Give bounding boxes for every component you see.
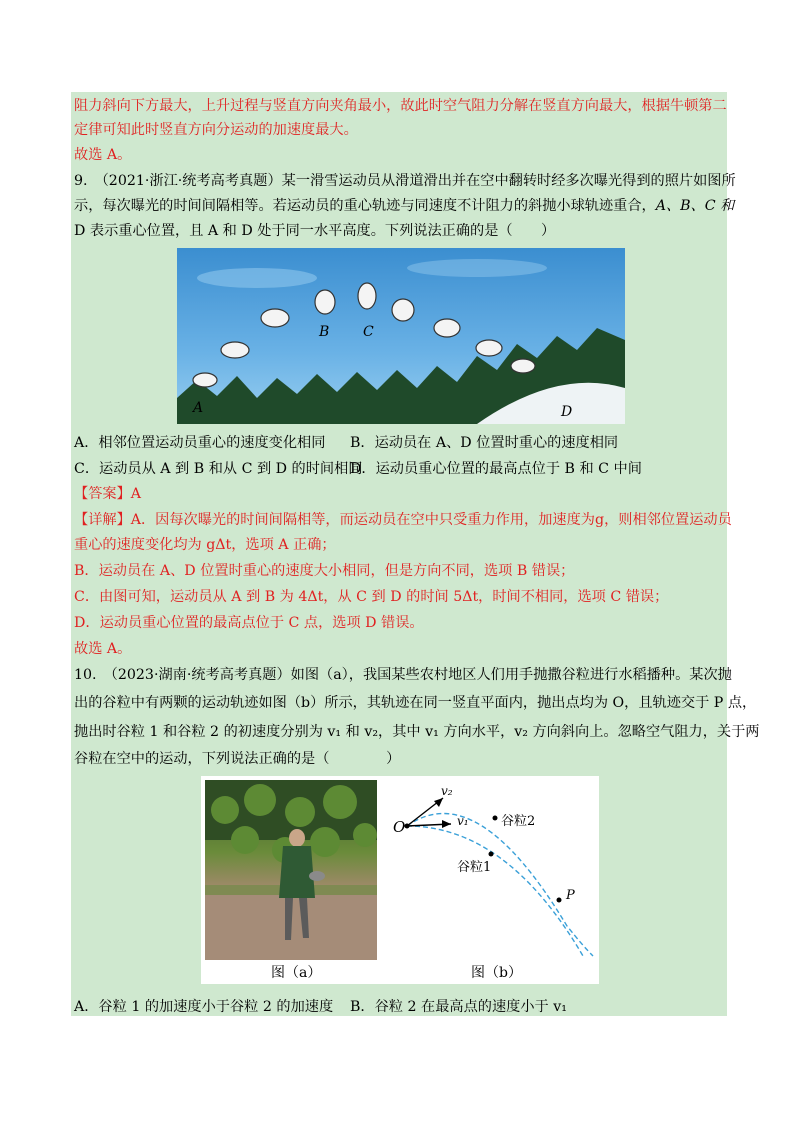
label-v2: v₂ (441, 784, 453, 798)
q9-stem-line1: 9. （2021·浙江·统考高考真题）某一滑雪运动员从滑道滑出并在空中翻转时经多次曝光得到的照片如图所 (74, 173, 736, 189)
q10-stem-line2: 出的谷粒中有两颗的运动轨迹如图（b）所示，其轨迹在同一竖直平面内，抛出点均为 O，且轨迹交于 P 点， (74, 695, 757, 711)
q9-option-b: B．运动员在 A、D 位置时重心的速度相同 (350, 435, 619, 451)
label-grain2: 谷粒2 (501, 814, 536, 829)
fig-label-c: C (363, 324, 374, 340)
q9-detail-line4: C．由图可知，运动员从 A 到 B 为 4Δt，从 C 到 D 的时间 5Δt，时间不相同，选项 C 错误； (74, 589, 669, 605)
q9-option-a: A．相邻位置运动员重心的速度变化相同 (74, 435, 326, 451)
prev-solution-line2: 定律可知此时竖直方向分运动的加速度最大。 (74, 122, 358, 138)
q10-figure (201, 776, 599, 984)
q9-answer: 【答案】A (74, 486, 141, 502)
q9-stem-line2 (74, 196, 735, 216)
q9-detail-line3: B．运动员在 A、D 位置时重心的速度大小相同，但是方向不同，选项 B 错误； (74, 563, 575, 579)
farmer-photo-art (205, 780, 377, 960)
q10-stem-line4: 谷粒在空中的运动，下列说法正确的是（ ） (74, 751, 401, 767)
label-v1: v₁ (457, 814, 469, 828)
q9-stem-line3: D 表示重心位置，且 A 和 D 处于同一水平高度。下列说法正确的是（ ） (74, 223, 556, 239)
label-grain1: 谷粒1 (457, 860, 492, 875)
q9-detail-line2: 重心的速度变化均为 gΔt，选项 A 正确； (74, 537, 336, 553)
q9-option-d: D．运动员重心位置的最高点位于 B 和 C 中间 (350, 461, 642, 477)
trajectory-diagram (387, 776, 599, 960)
fig-label-a: A (193, 400, 204, 416)
prev-answer: 故选 A。 (74, 147, 132, 163)
q10-stem-line3: 抛出时谷粒 1 和谷粒 2 的初速度分别为 v₁ 和 v₂，其中 v₁ 方向水平，v₂ 方向斜向上。忽略空气阻力，关于两 (74, 724, 760, 740)
fig-label-d: D (561, 404, 573, 420)
label-o: O (393, 818, 406, 836)
fig-label-b: B (319, 324, 330, 340)
grain2-dot (493, 816, 498, 821)
q9-option-c: C．运动员从 A 到 B 和从 C 到 D 的时间相同 (74, 461, 363, 477)
farmer-photo (205, 780, 377, 960)
q9-stem-line2-tail: A、B、C 和 (655, 198, 735, 214)
skier-photo (177, 248, 625, 424)
label-p: P (566, 888, 575, 903)
q9-final-answer: 故选 A。 (74, 641, 132, 657)
prev-solution-line1: 阻力斜向下方最大，上升过程与竖直方向夹角最小，故此时空气阻力分解在竖直方向最大，根据牛顿第二 (74, 98, 727, 114)
q10-option-a: A．谷粒 1 的加速度小于谷粒 2 的加速度 (74, 999, 334, 1015)
q9-stem-line2-text: 示，每次曝光的时间间隔相等。若运动员的重心轨迹与同速度不计阻力的斜抛小球轨迹重合， (74, 198, 656, 214)
skier-photo-art (177, 248, 625, 424)
point-p (557, 898, 562, 903)
q9-detail-line5: D．运动员重心位置的最高点位于 C 点，选项 D 错误。 (74, 615, 424, 631)
grain2-trajectory (407, 814, 593, 957)
grain1-trajectory (407, 826, 583, 956)
q10-stem-line1: 10. （2023·湖南·统考高考真题）如图（a），我国某些农村地区人们用手抛撒谷粒进行水稻播种。某次抛 (74, 667, 732, 683)
fig-a-caption: 图（a） (271, 965, 322, 981)
q10-option-b: B．谷粒 2 在最高点的速度小于 v₁ (350, 999, 567, 1015)
q9-detail-line1: 【详解】A．因每次曝光的时间间隔相等，而运动员在空中只受重力作用，加速度为g，则相邻位置运动员 (74, 512, 732, 528)
fig-b-caption: 图（b） (471, 965, 522, 981)
